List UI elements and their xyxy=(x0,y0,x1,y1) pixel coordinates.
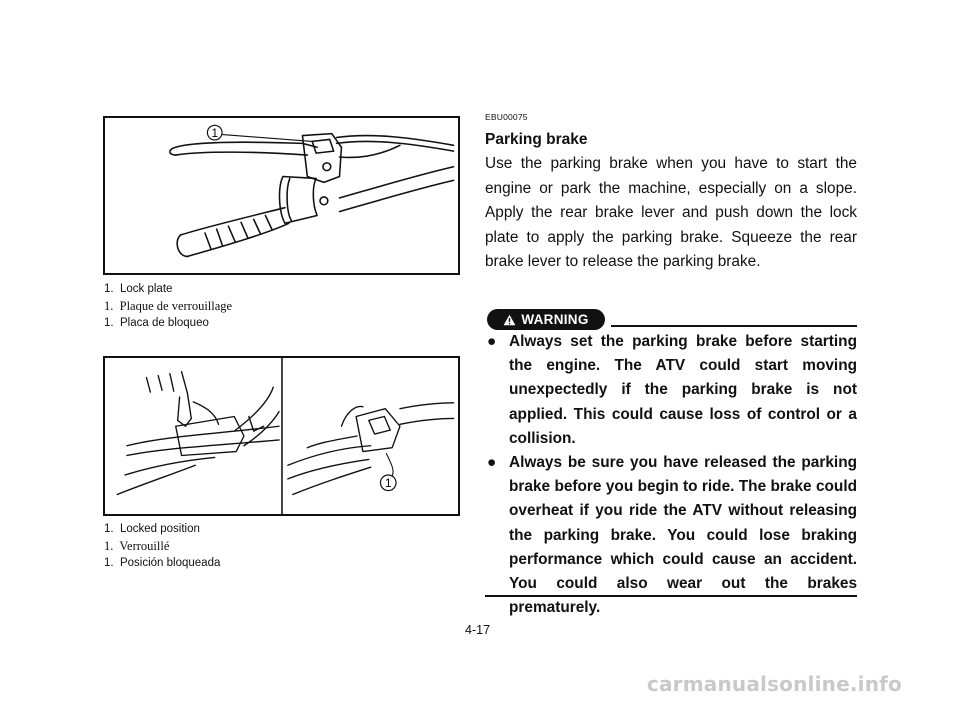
lock-plate-illustration xyxy=(105,118,458,273)
figure1-caption xyxy=(104,281,232,332)
section-code: EBU00075 xyxy=(485,112,528,122)
warning-bottom-rule xyxy=(485,595,857,597)
warning-item: ● Always set the parking brake before starting the engine. The ATV could start moving unexpectedly if the parking brake is not applied. This could cause loss of control or a collision. xyxy=(485,330,857,451)
lock-plate-callout: 1 xyxy=(211,127,218,141)
bullet-icon: ● xyxy=(487,454,497,472)
warning-list xyxy=(485,330,857,620)
locked-position-figure xyxy=(103,356,460,516)
caption-es: 1. Posición bloqueada xyxy=(104,557,221,569)
locked-position-callout: 1 xyxy=(385,477,392,491)
caption-en: 1. Locked position xyxy=(104,523,200,535)
figure2-caption xyxy=(104,521,220,572)
bullet-icon: ● xyxy=(487,333,497,350)
lock-plate-figure xyxy=(103,116,460,275)
section-body: Use the parking brake when you have to start the engine or park the machine, especially on a slope. Apply the rear brake lever and push down the lock plate to apply the parking brake. Squeeze the rear brake lever to release the parking brake. xyxy=(485,155,857,270)
warning-badge xyxy=(487,309,605,330)
caption-es: 1. Placa de bloqueo xyxy=(104,317,209,329)
warning-label: WARNING xyxy=(521,312,589,327)
watermark: carmanualsonline.info xyxy=(646,672,902,696)
warning-triangle-icon xyxy=(503,314,516,326)
caption-fr: 1. Plaque de verrouillage xyxy=(104,299,233,313)
warning-item: ● Always be sure you have released the parking brake before you begin to ride. The brake could overheat if you ride the ATV without releasing the parking brake. You could lose braking performance which could cause an accident. You could also wear out the brakes prematurely. xyxy=(485,451,857,620)
page-number: 4-17 xyxy=(465,623,491,637)
caption-fr: 1. Verrouillé xyxy=(104,539,170,553)
section-heading: Parking brake xyxy=(485,131,588,148)
caption-en: 1. Lock plate xyxy=(104,283,173,295)
locked-position-illustration xyxy=(105,358,458,514)
warning-rule xyxy=(611,325,857,327)
